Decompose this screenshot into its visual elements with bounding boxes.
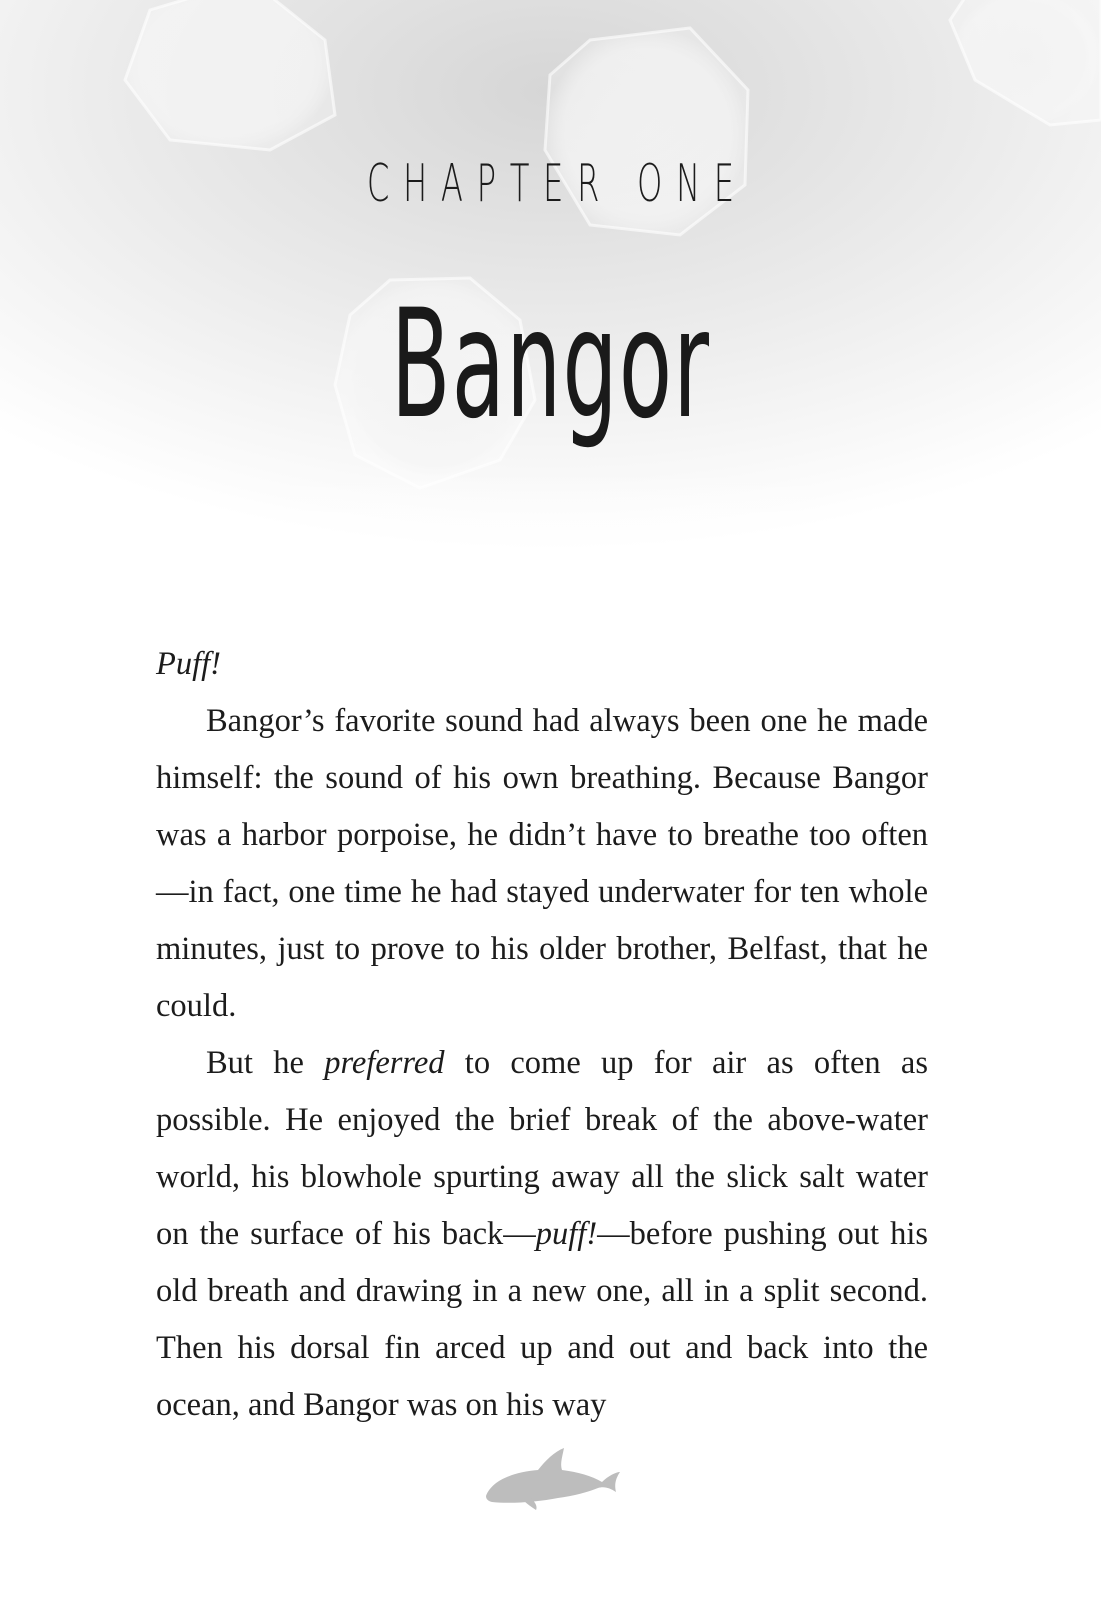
emphasis-preferred: preferred [324,1045,445,1081]
chapter-body [156,636,928,1434]
paragraph-2-middle: to come up for air as often as possible. He enjoyed the brief break of the above-water world, his blowhole spurting away all the slick salt water on the surface of his back— [156,1045,928,1252]
paragraph-2 [156,1035,928,1434]
paragraph-2-end: —before pushing out his old breath and drawing in a new one, all in a split second. Then his dorsal fin arced up and out and back into the ocean, and Bangor was on his way [156,1216,928,1423]
porpoise-shape [486,1448,620,1503]
porpoise-icon [482,1446,622,1510]
chapter-title: Bangor [390,278,711,452]
paragraph-2-start: But he [206,1045,325,1081]
emphasis-puff: puff! [535,1216,598,1252]
opening-line: Puff! [156,646,221,682]
paragraph-1: Bangor’s favorite sound had always been one he made himself: the sound of his own breathing. Because Bangor was a harbor porpoise, he didn’t have to breathe too often—in fact, one time he had stayed underwater for ten whole minutes, just to prove to his older brother, Belfast, that he could. [156,703,928,1024]
chapter-number: CHAPTER ONE [366,154,748,214]
